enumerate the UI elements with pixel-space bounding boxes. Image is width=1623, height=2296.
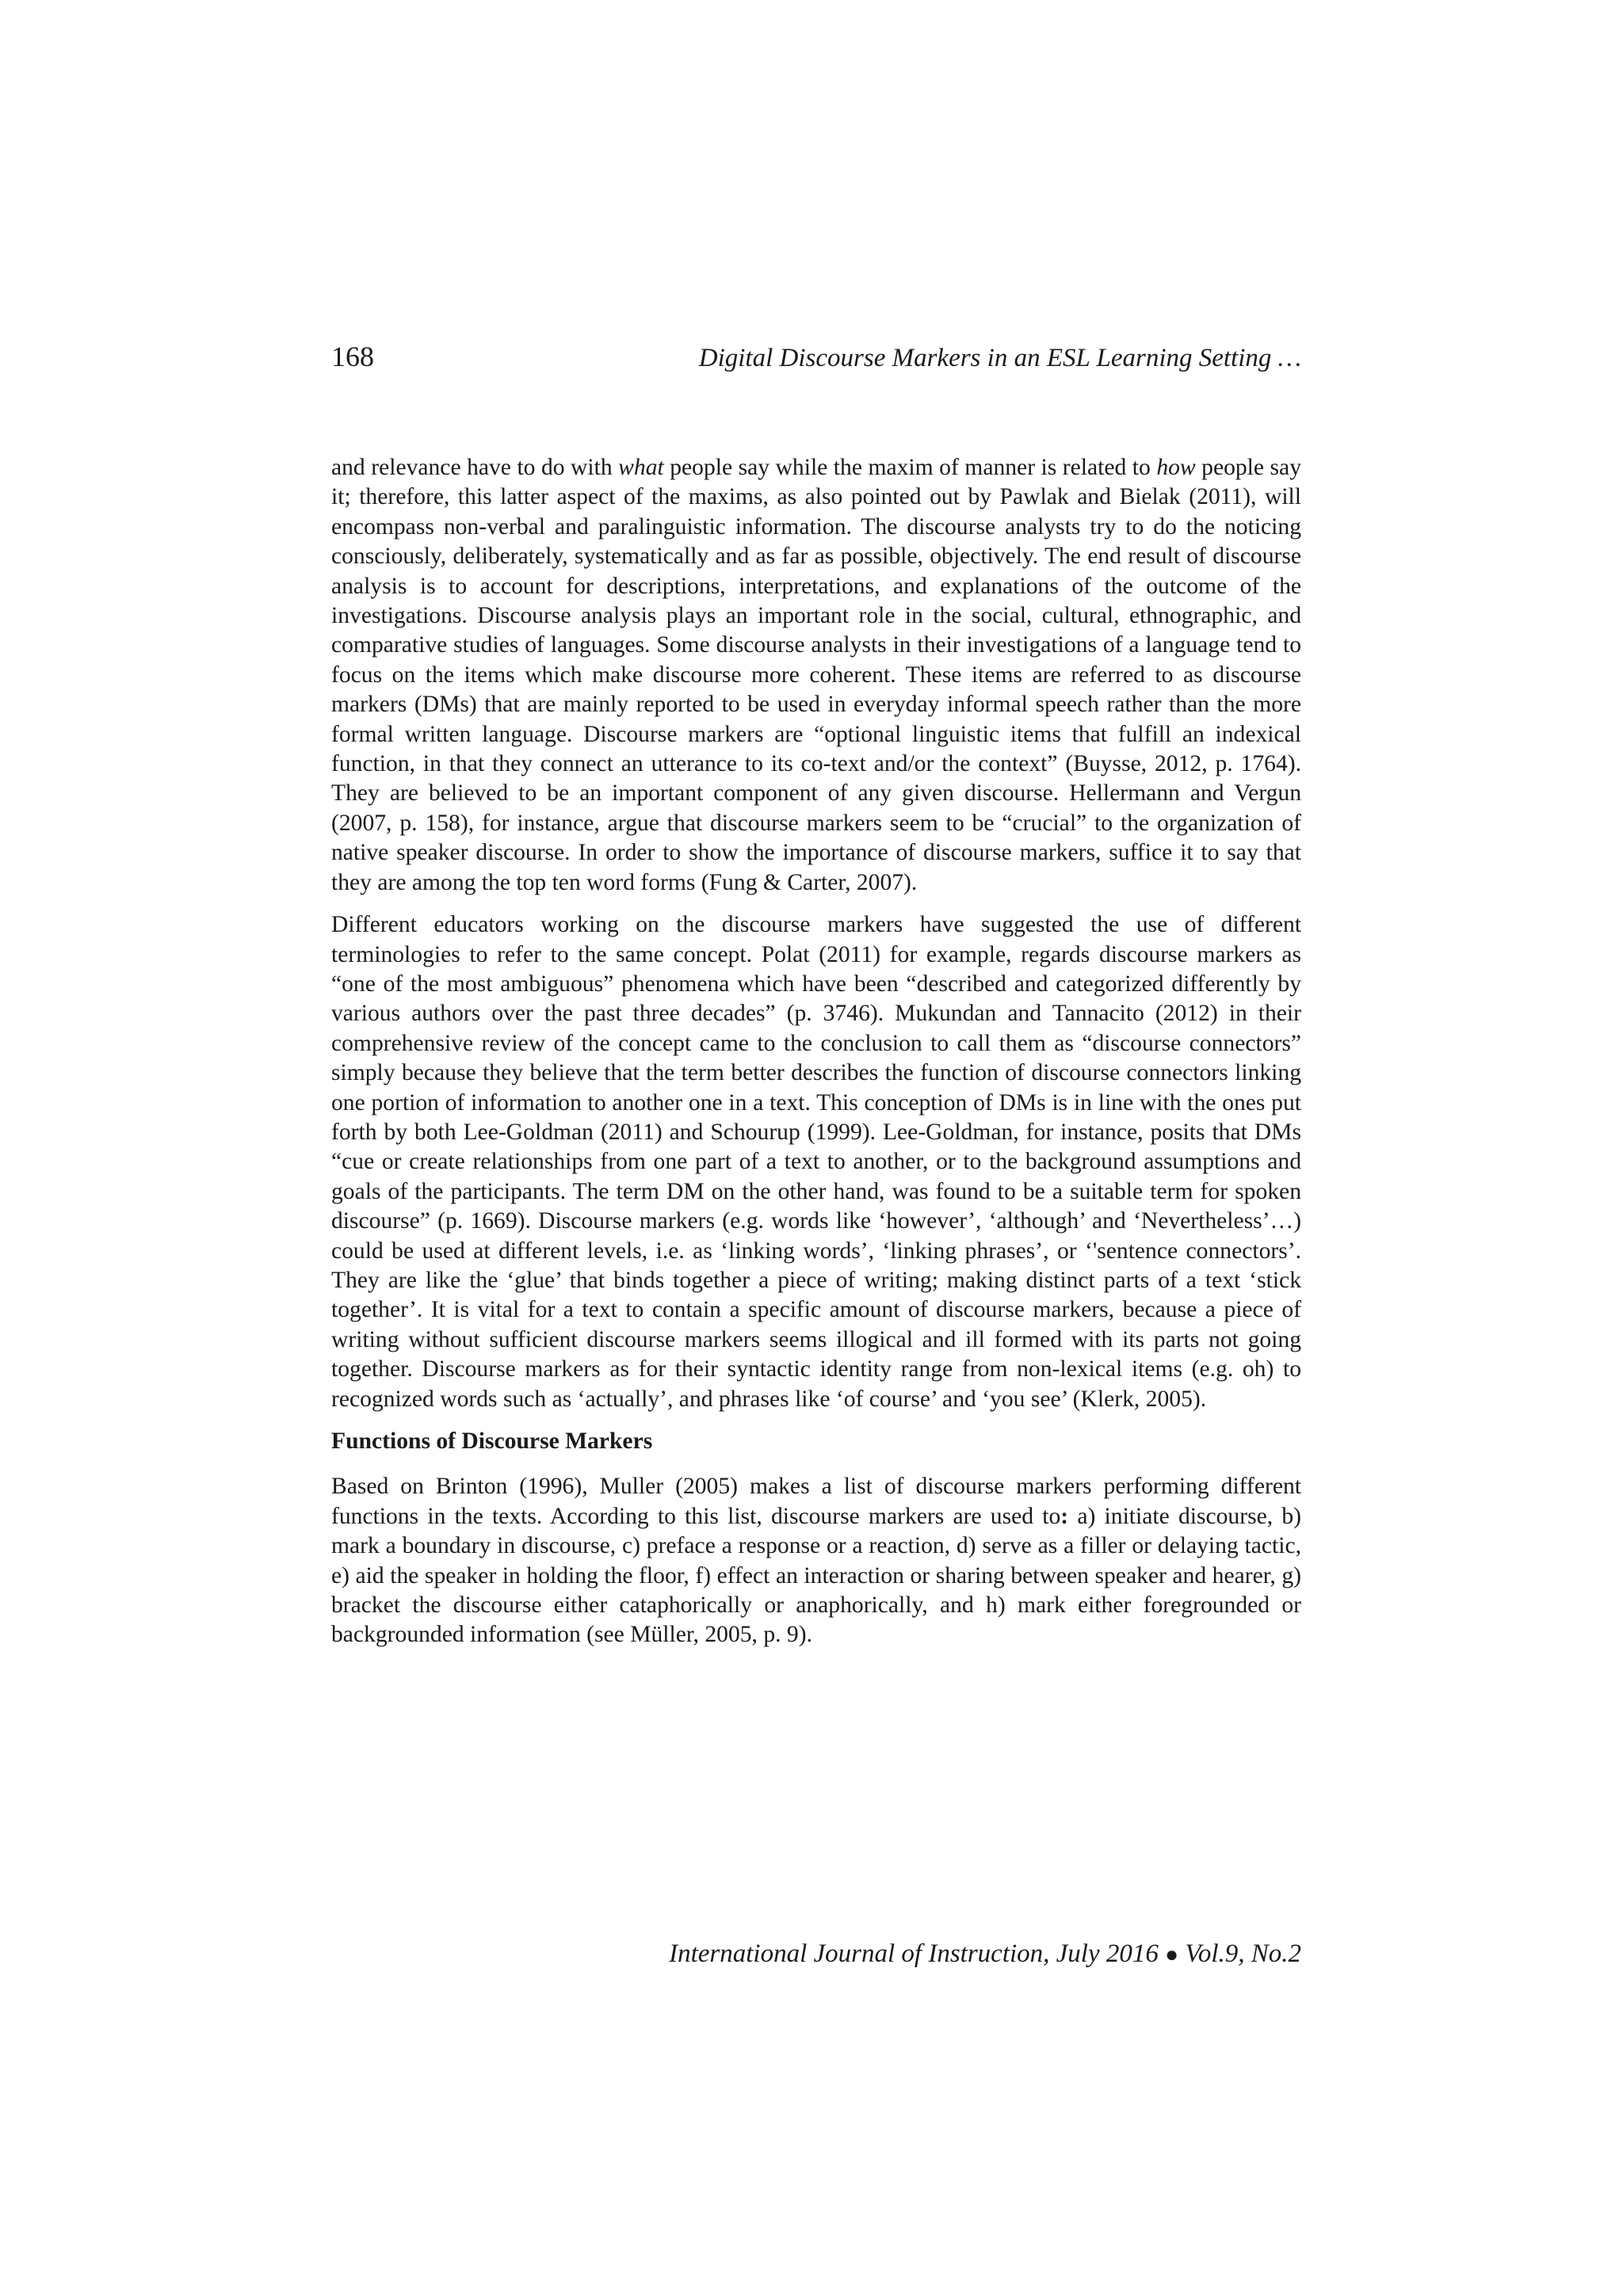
paragraph-1-text-c: people say it; therefore, this latter aspect of the maxims, as also pointed out by Pawlak and Bielak (2011), will encompass non-verbal and paralinguistic information. The discourse analysts try to do the noticing consciously, deliberately, systematically and as far as possible, objectively. The end result of discourse analysis is to account for descriptions, interpretations, and explanations of the outcome of the investigations. Discourse analysis plays an important role in the social, cultural, ethnographic, and comparative studies of languages. Some discourse analysts in their investigations of a language tend to focus on the items which make discourse more coherent. These items are referred to as discourse markers (DMs) that are mainly reported to be used in everyday informal speech rather than the more formal written language. Discourse markers are “optional linguistic items that fulfill an indexical function, in that they connect an utterance to its co-text and/or the context” (Buysse, 2012, p. 1764). They are believed to be an important component of any given discourse. Hellermann and Vergun (2007, p. 158), for instance, argue that discourse markers seem to be “crucial” to the organization of native speaker discourse. In order to show the importance of discourse markers, suffice it to say that they are among the top ten word forms (Fung & Carter, 2007). — [331, 455, 1301, 895]
paragraph-1-text-b: people say while the maxim of manner is related to — [663, 455, 1157, 480]
paragraph-3-colon: : — [1060, 1503, 1069, 1529]
paragraph-1-text-a: and relevance have to do with — [331, 455, 619, 480]
paragraph-2: Different educators working on the discourse markers have suggested the use of different terminologies to refer to the same concept. Polat (2011) for example, regards discourse markers as “one of the most ambiguous” phenomena which have been “described and categorized differently by various authors over the past three decades” (p. 3746). Mukundan and Tannacito (2012) in their comprehensive review of the concept came to the conclusion to call them as “discourse connectors” simply because they believe that the term better describes the function of discourse connectors linking one portion of information to another one in a text. This conception of DMs is in line with the ones put forth by both Lee-Goldman (2011) and Schourup (1999). Lee-Goldman, for instance, posits that DMs “cue or create relationships from one part of a text to another, or to the background assumptions and goals of the participants. The term DM on the other hand, was found to be a suitable term for spoken discourse” (p. 1669). Discourse markers (e.g. words like ‘however’, ‘although’ and ‘Nevertheless’…) could be used at different levels, i.e. as ‘linking words’, ‘linking phrases’, or ‘'sentence connectors’. They are like the ‘glue’ that binds together a piece of writing; making distinct parts of a text ‘stick together’. It is vital for a text to contain a specific amount of discourse markers, because a piece of writing without sufficient discourse markers seems illogical and ill formed with its parts not going together. Discourse markers as for their syntactic identity range from non-lexical items (e.g. oh) to recognized words such as ‘actually’, and phrases like ‘of course’ and ‘you see’ (Klerk, 2005). — [331, 912, 1301, 1412]
section-heading: Functions of Discourse Markers — [331, 1428, 653, 1454]
page-number: 168 — [331, 341, 374, 372]
running-title: Digital Discourse Markers in an ESL Learning Setting … — [698, 344, 1301, 372]
paragraph-1 — [331, 453, 1301, 898]
article-body — [331, 453, 1301, 1663]
footer — [331, 1936, 1301, 1973]
journal-volume: Vol.9, No.2 — [1185, 1939, 1301, 1968]
paragraph-3-text-a: Based on Brinton (1996), Muller (2005) makes a list of discourse markers performing different functions in the texts. According to this list, discourse markers are used to — [331, 1474, 1301, 1529]
emphasis-how: how — [1156, 455, 1196, 480]
paragraph-3 — [331, 1472, 1301, 1650]
emphasis-what: what — [618, 455, 664, 480]
journal-name: International Journal of Instruction, July 2016 — [669, 1939, 1159, 1968]
paragraph-3-text-b: a) initiate discourse, b) mark a boundary in discourse, c) preface a response or a reaction, d) serve as a filler or delaying tactic, e) aid the speaker in holding the floor, f) effect an interaction or sharing between speaker and hearer, g) bracket the discourse either cataphorically or anaphorically, and h) mark either foregrounded or backgrounded information (see Müller, 2005, p. 9). — [331, 1503, 1301, 1648]
bullet-separator: ● — [1165, 1943, 1179, 1967]
